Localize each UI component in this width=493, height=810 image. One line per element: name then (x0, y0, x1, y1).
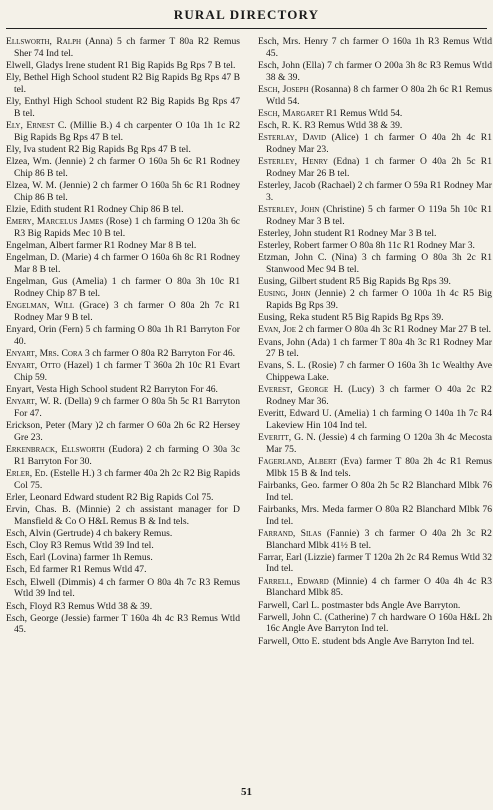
right-column (258, 36, 492, 648)
entry-text: Everitt, Edward U. (Amelia) 1 ch farming O 140a 1h 7c R4 Lakeview Hin 104 Ind tel. (258, 408, 492, 431)
entry-text: (Anna) 5 ch farmer T 80a R2 Remus Sher 74 Ind tel. (14, 36, 241, 59)
entry-name: Enyart, W. R. (6, 396, 62, 408)
entry-name: Esch, Margaret (258, 107, 324, 119)
entry-text: Ely, Bethel High School student R2 Big Rapids Bg Rps 47 B tel. (6, 72, 240, 95)
entry-text: Esch, John (Ella) 7 ch farmer O 200a 3h 8c R3 Remus Wtld 38 & 39. (258, 59, 492, 83)
entry-text: (Christine) 5 ch farmer O 119a 5h 10c R1 Rodney Mar 3 B tel. (266, 203, 492, 227)
entry-text: Esch, George (Jessie) farmer T 160a 4h 4c R3 Remus Wtld 45. (6, 612, 240, 636)
directory-entry (258, 252, 492, 275)
entry-name: Esterley, Henry (258, 156, 328, 168)
directory-entry (258, 552, 492, 575)
entry-name: Everitt, G. N. (258, 432, 316, 444)
entry-text: Erler, Leonard Edward student R2 Big Rapids Col 75. (6, 491, 214, 503)
entry-name: Everest, George H. (258, 384, 343, 396)
entry-text: 3 ch farmer O 80a R2 Barryton For 46. (82, 347, 236, 359)
entry-text: (Jennie) 2 ch farmer O 100a 1h 4c R5 Big Rapids Bg Rps 39. (266, 288, 492, 311)
entry-text: Esterley, Robert farmer O 80a 8h 11c R1 Rodney Mar 3. (258, 239, 475, 251)
entry-text: Esterley, John student R1 Rodney Mar 3 B tel. (258, 227, 437, 239)
entry-name: Enyart, Otto (6, 359, 61, 371)
entry-text: Ely, Iva student R2 Big Rapids Bg Rps 47 B tel. (6, 143, 191, 155)
directory-entry (6, 552, 240, 564)
entry-text: Ervin, Chas. B. (Minnie) 2 ch assistant manager for D Mansfield & Co O H&L Remus B & Ind tels. (6, 503, 240, 527)
directory-entry (258, 408, 492, 431)
entry-text: Esch, Mrs. Henry 7 ch farmer O 160a 1h R3 Remus Wtld 45. (258, 36, 492, 59)
entry-text: Elzea, Wm. (Jennie) 2 ch farmer O 160a 5h 6c R1 Rodney Chip 86 B tel. (6, 156, 240, 179)
entry-name: Farrand, Silas (258, 527, 322, 539)
entry-text: (Rosanna) 8 ch farmer O 80a 2h 6c R1 Remus Wtld 54. (266, 83, 493, 107)
directory-entry (258, 108, 492, 120)
entry-name: Ely, Ernest C. (6, 119, 67, 131)
entry-name: Esterlay, David (258, 132, 327, 144)
directory-entry (258, 204, 492, 227)
entry-text: Farrar, Earl (Lizzie) farmer T 120a 2h 2c R4 Remus Wtld 32 Ind tel. (258, 551, 492, 575)
directory-entry (6, 360, 240, 383)
entry-text: (Alice) 1 ch farmer O 40a 2h 4c R1 Rodney Mar 23. (266, 132, 492, 155)
directory-entry (258, 156, 492, 179)
directory-entry (6, 156, 240, 179)
directory-entry (258, 276, 492, 288)
entry-name: Enyart, Mrs. Cora (6, 347, 83, 359)
directory-entry (258, 612, 492, 635)
directory-entry (258, 84, 492, 107)
entry-text: Esch, Alvin (Gertrude) 4 ch bakery Remus. (6, 527, 173, 539)
entry-name: Evan, Joe (258, 324, 296, 336)
entry-text: (Eudora) 2 ch farming O 30a 3c R1 Barryton For 30. (14, 443, 240, 467)
entry-text: Fairbanks, Mrs. Meda farmer O 80a R2 Blanchard Mlbk 76 Ind tel. (258, 503, 492, 527)
entry-text: Enyard, Orin (Fern) 5 ch farming O 80a 1h R1 Barryton For 40. (6, 323, 240, 347)
directory-entry (6, 504, 240, 527)
directory-entry (6, 72, 240, 95)
directory-entry (6, 613, 240, 636)
directory-entry (258, 240, 492, 252)
entry-text: (Lucy) 3 ch farmer O 40a 2c R2 Rodney Mar 36. (266, 384, 492, 408)
directory-entry (6, 384, 240, 396)
entry-text: Esch, R. K. R3 Remus Wtld 38 & 39. (258, 119, 403, 131)
directory-entry (6, 348, 240, 360)
page-number: 51 (241, 786, 252, 798)
directory-entry (6, 444, 240, 467)
entry-text: (Della) 9 ch farmer O 80a 5h 5c R1 Barryton For 47. (14, 396, 241, 419)
entry-text: (Rose) 1 ch farming O 120a 3h 6c R3 Big Rapids Mec 10 B tel. (14, 216, 240, 239)
directory-entry (6, 420, 240, 443)
directory-entry (6, 216, 240, 239)
entry-text: Engelman, Albert farmer R1 Rodney Mar 8 B tel. (6, 239, 197, 251)
directory-entry (258, 360, 492, 383)
entry-text: Esterley, Jacob (Rachael) 2 ch farmer O 59a R1 Rodney Mar 3. (258, 179, 492, 203)
directory-entry (258, 120, 492, 132)
directory-entry (6, 276, 240, 299)
directory-entry (6, 180, 240, 203)
entry-text: (Millie B.) 4 ch carpenter O 10a 1h 1c R2 Big Rapids Bg Rps 47 B tel. (14, 119, 241, 143)
entry-text: Elwell, Gladys Irene student R1 Big Rapids Bg Rps 7 B tel. (6, 59, 236, 71)
entry-text: (Minnie) 4 ch farmer O 40a 4h 4c R3 Blanchard Mlbk 85. (266, 575, 492, 599)
entry-text: (Grace) 3 ch farmer O 80a 2h 7c R1 Rodney Mar 9 B tel. (14, 299, 240, 323)
directory-entry (6, 36, 240, 59)
entry-name: Farrell, Edward (258, 575, 329, 587)
entry-name: Esch, Joseph (258, 83, 309, 95)
entry-text: Enyart, Vesta High School student R2 Barryton For 46. (6, 383, 218, 395)
directory-entry (6, 120, 240, 143)
entry-text: Eusing, Reka student R5 Big Rapids Bg Rps 39. (258, 312, 444, 324)
entry-text: Elzie, Edith student R1 Rodney Chip 86 B tel. (6, 203, 184, 215)
entry-text: Evans, S. L. (Rosie) 7 ch farmer O 160a 3h 1c Wealthy Ave Chippewa Lake. (258, 360, 492, 384)
directory-entry (258, 324, 492, 336)
directory-entry (6, 240, 240, 252)
directory-entry (258, 504, 492, 527)
entry-name: Esterley, John (258, 203, 320, 215)
entry-name: Eusing, John (258, 288, 311, 300)
page-title: RURAL DIRECTORY (173, 7, 320, 22)
directory-entry (258, 132, 492, 155)
entry-text: Fairbanks, Geo. farmer O 80a 2h 5c R2 Blanchard Mlbk 76 Ind tel. (258, 480, 492, 503)
entry-text: Esch, Earl (Lovina) farmer 1h Remus. (6, 552, 153, 564)
directory-entry (258, 432, 492, 455)
left-column (6, 36, 240, 637)
directory-entry (6, 324, 240, 347)
directory-entry (6, 300, 240, 323)
directory-entry (258, 312, 492, 324)
directory-entry (6, 396, 240, 419)
directory-entry (6, 468, 240, 491)
entry-text: 2 ch farmer O 80a 4h 3c R1 Rodney Mar 27 B tel. (296, 324, 492, 336)
directory-entry (6, 528, 240, 540)
entry-name: Erler, Ed. (6, 467, 48, 479)
entry-text: (Eva) farmer T 80a 2h 4c R1 Remus Mlbk 15 B & Ind tels. (266, 456, 492, 479)
directory-entry (6, 601, 240, 613)
entry-name: Erkenbrack, Ellsworth (6, 443, 105, 455)
directory-entry (6, 252, 240, 275)
entry-name: Engelman, Will (6, 299, 75, 311)
directory-entry (6, 96, 240, 119)
directory-entry (258, 228, 492, 240)
directory-entry (6, 564, 240, 576)
directory-entry (258, 636, 492, 648)
entry-text: Farwell, Carl L. postmaster bds Angle Ave Barryton. (258, 599, 461, 611)
directory-entry (258, 528, 492, 551)
entry-text: Esch, Ed farmer R1 Remus Wtld 47. (6, 564, 147, 576)
entry-name: Fagerland, Albert (258, 456, 337, 468)
directory-entry (6, 144, 240, 156)
entry-text: (Fannie) 3 ch farmer O 40a 2h 3c R2 Blanchard Mlbk 41½ B tel. (266, 527, 492, 551)
directory-entry (6, 577, 240, 600)
directory-entry (258, 600, 492, 612)
entry-text: Evans, John (Ada) 1 ch farmer T 80a 4h 3c R1 Rodney Mar 27 B tel. (258, 336, 492, 360)
directory-entry (258, 456, 492, 479)
directory-entry (258, 180, 492, 203)
entry-text: (Hazel) 1 ch farmer T 360a 2h 10c R1 Evart Chip 59. (14, 359, 240, 383)
directory-entry (258, 288, 492, 311)
directory-entry (258, 384, 492, 407)
entry-text: Farwell, Otto E. student bds Angle Ave Barryton Ind tel. (258, 635, 475, 647)
entry-text: Esch, Cloy R3 Remus Wtld 39 Ind tel. (6, 540, 154, 552)
entry-text: (Estelle H.) 3 ch farmer 40a 2h 2c R2 Big Rapids Col 75. (14, 467, 240, 491)
directory-entry (258, 337, 492, 360)
directory-entry (258, 480, 492, 503)
entry-name: Emery, Marcelus James (6, 216, 104, 228)
entry-text: Esch, Elwell (Dimmis) 4 ch farmer O 80a 4h 7c R3 Remus Wtld 39 Ind tel. (6, 576, 240, 600)
page-header (6, 2, 487, 29)
entry-name: Ellsworth, Ralph (6, 36, 82, 47)
entry-text: (Edna) 1 ch farmer O 40a 2h 5c R1 Rodney Mar 26 B tel. (266, 156, 492, 179)
directory-entry (6, 492, 240, 504)
directory-entry (6, 204, 240, 216)
entry-text: Engelman, D. (Marie) 4 ch farmer O 160a 6h 8c R1 Rodney Mar 8 B tel. (6, 252, 240, 275)
entry-text: R1 Remus Wtld 54. (323, 107, 403, 119)
entry-text: (Jessie) 4 ch farming O 120a 3h 4c Mecosta Mar 75. (266, 432, 492, 455)
directory-entry (6, 540, 240, 552)
entry-text: Elzea, W. M. (Jennie) 2 ch farmer O 160a 5h 6c R1 Rodney Chip 86 B tel. (6, 179, 240, 203)
directory-entry (258, 576, 492, 599)
directory-entry (6, 60, 240, 72)
entry-text: Farwell, John C. (Catherine) 7 ch hardware O 160a H&L 2h 16c Angle Ave Barryton Ind tel. (258, 611, 492, 635)
entry-text: Eusing, Gilbert student R5 Big Rapids Bg Rps 39. (258, 276, 451, 288)
directory-entry (258, 36, 492, 59)
entry-text: Erickson, Peter (Mary )2 ch farmer O 60a 2h 6c R2 Hersey Gre 23. (6, 420, 240, 443)
entry-text: Esch, Floyd R3 Remus Wtld 38 & 39. (6, 600, 153, 612)
entry-text: Engelman, Gus (Amelia) 1 ch farmer O 80a 3h 10c R1 Rodney Chip 87 B tel. (6, 276, 240, 299)
directory-entry (258, 60, 492, 83)
entry-text: Ely, Enthyl High School student R2 Big Rapids Bg Rps 47 B tel. (6, 96, 240, 119)
entry-text: Etzman, John C. (Nina) 3 ch farming O 80a 3h 2c R1 Stanwood Mec 94 B tel. (258, 252, 492, 275)
